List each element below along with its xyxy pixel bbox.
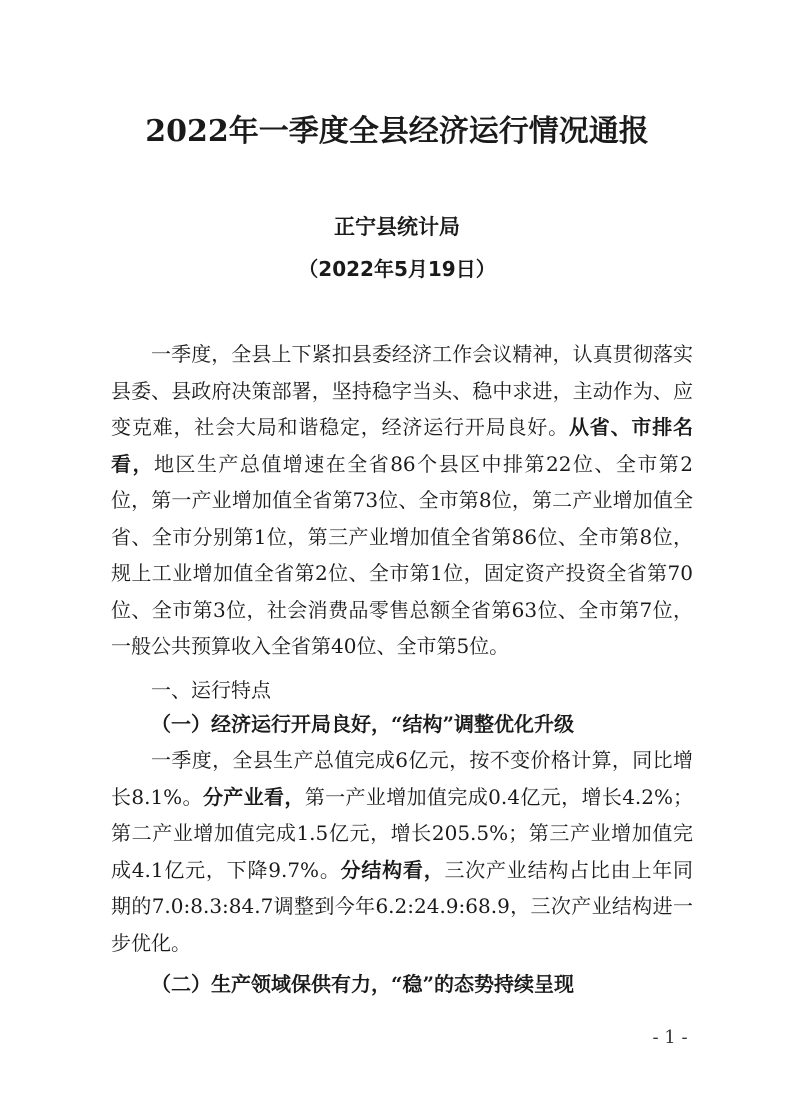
document-date: （2022年5月19日） <box>298 257 496 281</box>
by-structure-text: 三次产业结构占比由上年同期的7.0:8.3:84.7调整到今年6.2:24.9:68.9，三次产业结构进一步优化。 <box>111 857 693 955</box>
ranking-lead: 从省、市排名看， <box>111 415 694 476</box>
gdp-paragraph <box>111 742 693 961</box>
section-heading-features: 一、运行特点 <box>151 678 271 702</box>
by-industry-text: 第一产业增加值完成0.4亿元，增长4.2%；第二产业增加值完成1.5亿元，增长205.5%；第三产业增加值完成4.1亿元，下降9.7%。 <box>111 784 694 882</box>
by-structure-lead: 分结构看， <box>340 857 445 882</box>
subsection-heading-2: （二）生产领域保供有力，“稳”的态势持续呈现 <box>151 972 575 996</box>
ranking-text: 地区生产总值增速在全省86个县区中排第22位、全市第2位，第一产业增加值全省第73位、全市第8位，第二产业增加值全省、全市分别第1位，第三产业增加值全省第86位、全市第8位，规上工业增加值全省第2位、全市第1位，固定资产投资全省第70位、全市第3位，社会消费品零售总额全省第63位、全市第7位，一般公共预算收入全省第40位、全市第5位。 <box>111 451 693 658</box>
gdp-text: 一季度，全县生产总值完成6亿元，按不变价格计算，同比增长8.1%。 <box>111 748 693 809</box>
subsection-heading-1: （一）经济运行开局良好，“结构”调整优化升级 <box>151 712 575 736</box>
document-title: 2022年一季度全县经济运行情况通报 <box>145 114 649 149</box>
page-number: - 1 - <box>652 1027 688 1048</box>
document-author: 正宁县统计局 <box>334 214 460 239</box>
intro-paragraph <box>111 336 693 665</box>
intro-text: 一季度，全县上下紧扣县委经济工作会议精神，认真贯彻落实县委、县政府决策部署，坚持稳字当头、稳中求进，主动作为、应变克难，社会大局和谐稳定，经济运行开局良好。 <box>111 342 693 439</box>
by-industry-lead: 分产业看， <box>202 784 305 809</box>
